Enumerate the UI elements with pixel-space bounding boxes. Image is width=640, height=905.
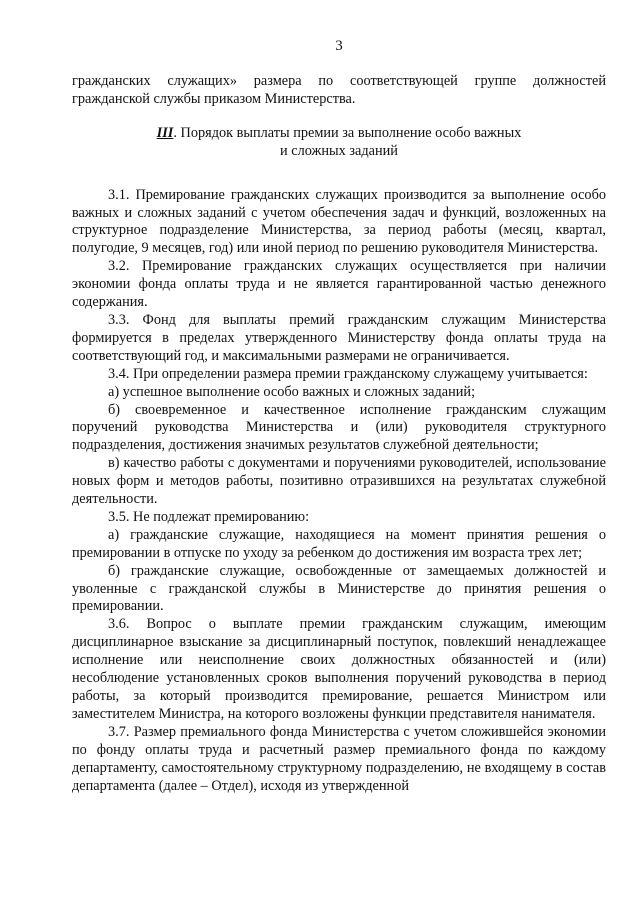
paragraph-3-4: 3.4. При определении размера премии гражданскому служащему учитывается:: [108, 365, 588, 382]
paragraph-3-5: 3.5. Не подлежат премированию:: [108, 508, 310, 525]
paragraph-3-1: 3.1. Премирование гражданских служащих производится за выполнение особо важных и сложных заданий с учетом обеспечения задач и функций, возложенных на структурное подразделение Министерства, за период работы (месяц, квартал, полугодие, 9 месяцев, год) или иной период по решению руководителя Министерства.: [72, 186, 606, 257]
paragraph-3-6: 3.6. Вопрос о выплате премии гражданским служащим, имеющим дисциплинарное взыскание за дисциплинарный поступок, повлекший ненадлежащее исполнение или неисполнение своих должностных обязанностей и (или) несоблюдение установленных сроков выполнения поручений руководства в период работы, за который производится премирование, решается Министром или заместителем Министра, на которого возложены функции представителя нанимателя.: [72, 616, 606, 722]
paragraph-3-4-a: а) успешное выполнение особо важных и сложных заданий;: [108, 383, 476, 400]
paragraph-3-4-b: б) своевременное и качественное исполнение гражданским служащим поручений руководства Министерства и (или) руководителя структурного подразделения, достижения значимых результатов служебной деятельности;: [72, 401, 606, 454]
paragraph-3-5-a: а) гражданские служащие, находящиеся на момент принятия решения о премировании в отпуске по уходу за ребенком до достижения им возраста трех лет;: [72, 526, 606, 561]
section-heading-line1: . Порядок выплаты премии за выполнение особо важных: [173, 124, 522, 141]
intro-paragraph: гражданских служащих» размера по соответствующей группе должностей гражданской службы приказом Министерства.: [72, 73, 606, 107]
paragraph-3-2: 3.2. Премирование гражданских служащих осуществляется при наличии экономии фонда оплаты труда и не является гарантированной частью денежного содержания.: [72, 258, 606, 311]
paragraph-3-3: 3.3. Фонд для выплаты премий гражданским служащим Министерства формируется в пределах утвержденного Министерству фонда оплаты труда на соответствующий год, и максимальными размерами не ограничивается.: [72, 311, 606, 364]
paragraph-3-4-v: в) качество работы с документами и поручениями руководителей, использование новых форм и методов работы, позитивно отразившихся на результатах служебной деятельности.: [72, 455, 606, 508]
section-heading-line2: и сложных заданий: [280, 142, 398, 159]
page-number: 3: [335, 38, 343, 54]
section-heading: [72, 125, 606, 161]
section-roman-numeral: III: [156, 124, 174, 141]
paragraph-3-5-b: б) гражданские служащие, освобожденные от замещаемых должностей и уволенные с гражданской службы в Министерстве до принятия решения о премировании.: [72, 562, 606, 615]
paragraph-3-7: 3.7. Размер премиального фонда Министерства с учетом сложившейся экономии по фонду оплаты труда и расчетный размер премиального фонда по каждому департаменту, самостоятельному структурному подразделению, не входящему в состав департамента (далее – Отдел), исходя из утвержденной: [72, 723, 606, 794]
